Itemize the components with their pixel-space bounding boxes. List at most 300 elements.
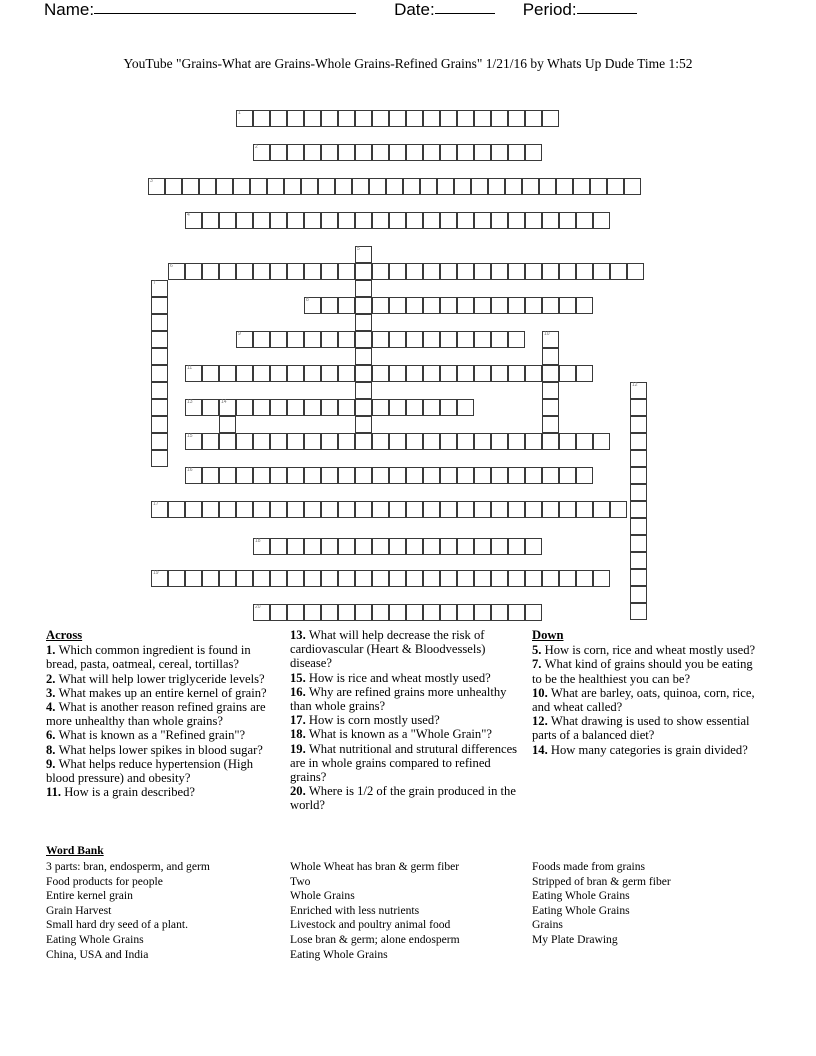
crossword-cell[interactable] <box>491 365 508 382</box>
crossword-cell[interactable] <box>321 144 338 161</box>
crossword-cell[interactable] <box>525 263 542 280</box>
crossword-cell[interactable] <box>355 348 372 365</box>
crossword-cell[interactable] <box>369 178 386 195</box>
crossword-cell[interactable] <box>440 501 457 518</box>
crossword-cell[interactable] <box>253 433 270 450</box>
crossword-cell[interactable] <box>270 144 287 161</box>
crossword-cell[interactable] <box>440 263 457 280</box>
crossword-cell[interactable] <box>491 604 508 621</box>
crossword-cell[interactable] <box>474 110 491 127</box>
crossword-cell[interactable] <box>440 604 457 621</box>
crossword-cell[interactable] <box>474 144 491 161</box>
crossword-cell[interactable] <box>185 212 202 229</box>
crossword-cell[interactable] <box>440 212 457 229</box>
crossword-cell[interactable] <box>168 263 185 280</box>
crossword-cell[interactable] <box>321 433 338 450</box>
crossword-cell[interactable] <box>474 604 491 621</box>
crossword-cell[interactable] <box>491 538 508 555</box>
crossword-cell[interactable] <box>287 538 304 555</box>
crossword-cell[interactable] <box>355 604 372 621</box>
crossword-cell[interactable] <box>253 570 270 587</box>
crossword-cell[interactable] <box>406 110 423 127</box>
crossword-cell[interactable] <box>389 570 406 587</box>
crossword-cell[interactable] <box>630 552 647 569</box>
crossword-cell[interactable] <box>593 570 610 587</box>
crossword-cell[interactable] <box>372 297 389 314</box>
crossword-cell[interactable] <box>437 178 454 195</box>
crossword-cell[interactable] <box>219 212 236 229</box>
crossword-cell[interactable] <box>389 433 406 450</box>
crossword-cell[interactable] <box>151 570 168 587</box>
crossword-cell[interactable] <box>202 399 219 416</box>
crossword-cell[interactable] <box>423 297 440 314</box>
crossword-cell[interactable] <box>267 178 284 195</box>
crossword-cell[interactable] <box>542 297 559 314</box>
crossword-cell[interactable] <box>457 570 474 587</box>
crossword-cell[interactable] <box>151 297 168 314</box>
crossword-cell[interactable] <box>304 263 321 280</box>
crossword-cell[interactable] <box>270 110 287 127</box>
crossword-cell[interactable] <box>182 178 199 195</box>
crossword-cell[interactable] <box>372 604 389 621</box>
crossword-cell[interactable] <box>525 467 542 484</box>
crossword-cell[interactable] <box>151 314 168 331</box>
crossword-cell[interactable] <box>151 382 168 399</box>
crossword-cell[interactable] <box>406 570 423 587</box>
crossword-cell[interactable] <box>321 212 338 229</box>
crossword-cell[interactable] <box>304 144 321 161</box>
crossword-cell[interactable] <box>389 467 406 484</box>
crossword-cell[interactable] <box>355 246 372 263</box>
crossword-cell[interactable] <box>389 399 406 416</box>
crossword-cell[interactable] <box>304 433 321 450</box>
crossword-cell[interactable] <box>386 178 403 195</box>
crossword-cell[interactable] <box>253 365 270 382</box>
crossword-cell[interactable] <box>151 331 168 348</box>
crossword-cell[interactable] <box>542 365 559 382</box>
crossword-cell[interactable] <box>457 263 474 280</box>
crossword-cell[interactable] <box>253 212 270 229</box>
crossword-cell[interactable] <box>355 501 372 518</box>
crossword-cell[interactable] <box>338 110 355 127</box>
crossword-cell[interactable] <box>488 178 505 195</box>
crossword-cell[interactable] <box>253 501 270 518</box>
crossword-cell[interactable] <box>508 144 525 161</box>
crossword-cell[interactable] <box>389 144 406 161</box>
crossword-cell[interactable] <box>491 110 508 127</box>
crossword-cell[interactable] <box>219 433 236 450</box>
crossword-cell[interactable] <box>593 501 610 518</box>
crossword-cell[interactable] <box>474 365 491 382</box>
crossword-cell[interactable] <box>508 501 525 518</box>
crossword-cell[interactable] <box>542 399 559 416</box>
crossword-cell[interactable] <box>542 110 559 127</box>
crossword-cell[interactable] <box>253 399 270 416</box>
crossword-cell[interactable] <box>165 178 182 195</box>
crossword-cell[interactable] <box>457 501 474 518</box>
crossword-cell[interactable] <box>406 538 423 555</box>
crossword-cell[interactable] <box>542 570 559 587</box>
crossword-cell[interactable] <box>270 433 287 450</box>
crossword-cell[interactable] <box>202 212 219 229</box>
crossword-cell[interactable] <box>338 399 355 416</box>
crossword-cell[interactable] <box>372 144 389 161</box>
crossword-cell[interactable] <box>440 467 457 484</box>
crossword-cell[interactable] <box>457 297 474 314</box>
crossword-cell[interactable] <box>423 331 440 348</box>
crossword-cell[interactable] <box>559 501 576 518</box>
crossword-cell[interactable] <box>508 433 525 450</box>
crossword-cell[interactable] <box>508 604 525 621</box>
crossword-cell[interactable] <box>525 501 542 518</box>
crossword-cell[interactable] <box>287 144 304 161</box>
crossword-cell[interactable] <box>304 501 321 518</box>
crossword-cell[interactable] <box>525 538 542 555</box>
crossword-cell[interactable] <box>355 538 372 555</box>
crossword-cell[interactable] <box>151 365 168 382</box>
crossword-cell[interactable] <box>321 365 338 382</box>
crossword-cell[interactable] <box>457 433 474 450</box>
crossword-cell[interactable] <box>508 263 525 280</box>
crossword-cell[interactable] <box>321 538 338 555</box>
crossword-cell[interactable] <box>491 501 508 518</box>
crossword-cell[interactable] <box>590 178 607 195</box>
crossword-cell[interactable] <box>321 570 338 587</box>
crossword-cell[interactable] <box>355 144 372 161</box>
crossword-cell[interactable] <box>151 280 168 297</box>
crossword-cell[interactable] <box>525 433 542 450</box>
crossword-cell[interactable] <box>420 178 437 195</box>
crossword-cell[interactable] <box>423 144 440 161</box>
crossword-cell[interactable] <box>508 110 525 127</box>
crossword-cell[interactable] <box>352 178 369 195</box>
crossword-cell[interactable] <box>287 212 304 229</box>
crossword-cell[interactable] <box>355 570 372 587</box>
crossword-cell[interactable] <box>423 433 440 450</box>
crossword-cell[interactable] <box>542 501 559 518</box>
crossword-cell[interactable] <box>457 110 474 127</box>
crossword-cell[interactable] <box>440 538 457 555</box>
crossword-cell[interactable] <box>630 484 647 501</box>
crossword-cell[interactable] <box>525 604 542 621</box>
crossword-cell[interactable] <box>355 433 372 450</box>
crossword-cell[interactable] <box>491 467 508 484</box>
crossword-cell[interactable] <box>168 501 185 518</box>
crossword-cell[interactable] <box>250 178 267 195</box>
crossword-cell[interactable] <box>559 433 576 450</box>
crossword-cell[interactable] <box>610 501 627 518</box>
crossword-cell[interactable] <box>185 467 202 484</box>
crossword-cell[interactable] <box>406 604 423 621</box>
crossword-cell[interactable] <box>355 314 372 331</box>
crossword-cell[interactable] <box>355 297 372 314</box>
crossword-cell[interactable] <box>270 331 287 348</box>
crossword-cell[interactable] <box>253 331 270 348</box>
crossword-cell[interactable] <box>539 178 556 195</box>
crossword-cell[interactable] <box>542 416 559 433</box>
crossword-cell[interactable] <box>270 263 287 280</box>
crossword-cell[interactable] <box>630 382 647 399</box>
crossword-cell[interactable] <box>423 110 440 127</box>
crossword-cell[interactable] <box>287 604 304 621</box>
crossword-cell[interactable] <box>287 399 304 416</box>
crossword-cell[interactable] <box>148 178 165 195</box>
crossword-cell[interactable] <box>389 110 406 127</box>
crossword-cell[interactable] <box>236 331 253 348</box>
crossword-cell[interactable] <box>389 538 406 555</box>
crossword-cell[interactable] <box>338 604 355 621</box>
crossword-cell[interactable] <box>542 433 559 450</box>
crossword-cell[interactable] <box>491 297 508 314</box>
crossword-cell[interactable] <box>202 365 219 382</box>
crossword-cell[interactable] <box>525 212 542 229</box>
crossword-cell[interactable] <box>253 144 270 161</box>
crossword-cell[interactable] <box>216 178 233 195</box>
crossword-cell[interactable] <box>630 586 647 603</box>
crossword-cell[interactable] <box>525 297 542 314</box>
crossword-cell[interactable] <box>423 538 440 555</box>
crossword-cell[interactable] <box>355 212 372 229</box>
crossword-cell[interactable] <box>253 110 270 127</box>
crossword-cell[interactable] <box>508 331 525 348</box>
crossword-cell[interactable] <box>423 212 440 229</box>
crossword-cell[interactable] <box>287 365 304 382</box>
crossword-cell[interactable] <box>236 110 253 127</box>
crossword-cell[interactable] <box>630 450 647 467</box>
crossword-cell[interactable] <box>372 501 389 518</box>
crossword-cell[interactable] <box>542 348 559 365</box>
crossword-cell[interactable] <box>471 178 488 195</box>
date-blank-line[interactable] <box>435 0 495 14</box>
crossword-cell[interactable] <box>610 263 627 280</box>
crossword-cell[interactable] <box>406 365 423 382</box>
crossword-cell[interactable] <box>630 399 647 416</box>
crossword-cell[interactable] <box>270 212 287 229</box>
crossword-cell[interactable] <box>270 570 287 587</box>
crossword-cell[interactable] <box>236 467 253 484</box>
crossword-cell[interactable] <box>474 263 491 280</box>
crossword-cell[interactable] <box>624 178 641 195</box>
crossword-cell[interactable] <box>389 212 406 229</box>
crossword-cell[interactable] <box>372 263 389 280</box>
crossword-cell[interactable] <box>253 538 270 555</box>
crossword-cell[interactable] <box>406 467 423 484</box>
crossword-cell[interactable] <box>321 604 338 621</box>
crossword-cell[interactable] <box>338 263 355 280</box>
crossword-cell[interactable] <box>576 212 593 229</box>
crossword-cell[interactable] <box>270 467 287 484</box>
crossword-cell[interactable] <box>559 570 576 587</box>
crossword-cell[interactable] <box>474 501 491 518</box>
crossword-cell[interactable] <box>355 110 372 127</box>
crossword-cell[interactable] <box>454 178 471 195</box>
crossword-cell[interactable] <box>491 433 508 450</box>
crossword-cell[interactable] <box>151 348 168 365</box>
crossword-cell[interactable] <box>287 570 304 587</box>
crossword-cell[interactable] <box>372 538 389 555</box>
crossword-cell[interactable] <box>542 382 559 399</box>
crossword-cell[interactable] <box>491 212 508 229</box>
crossword-cell[interactable] <box>630 501 647 518</box>
crossword-cell[interactable] <box>630 603 647 620</box>
crossword-cell[interactable] <box>151 450 168 467</box>
crossword-cell[interactable] <box>219 467 236 484</box>
crossword-cell[interactable] <box>219 416 236 433</box>
crossword-cell[interactable] <box>630 433 647 450</box>
crossword-cell[interactable] <box>318 178 335 195</box>
crossword-cell[interactable] <box>321 331 338 348</box>
crossword-cell[interactable] <box>491 144 508 161</box>
crossword-cell[interactable] <box>440 399 457 416</box>
crossword-cell[interactable] <box>573 178 590 195</box>
crossword-cell[interactable] <box>630 535 647 552</box>
crossword-cell[interactable] <box>199 178 216 195</box>
crossword-cell[interactable] <box>355 331 372 348</box>
crossword-cell[interactable] <box>627 263 644 280</box>
crossword-cell[interactable] <box>151 416 168 433</box>
crossword-cell[interactable] <box>287 433 304 450</box>
crossword-cell[interactable] <box>168 570 185 587</box>
crossword-cell[interactable] <box>576 501 593 518</box>
crossword-cell[interactable] <box>491 331 508 348</box>
crossword-cell[interactable] <box>389 604 406 621</box>
crossword-cell[interactable] <box>406 297 423 314</box>
crossword-cell[interactable] <box>372 365 389 382</box>
crossword-cell[interactable] <box>236 212 253 229</box>
crossword-cell[interactable] <box>202 570 219 587</box>
crossword-cell[interactable] <box>508 538 525 555</box>
crossword-cell[interactable] <box>287 263 304 280</box>
crossword-cell[interactable] <box>253 604 270 621</box>
crossword-cell[interactable] <box>423 263 440 280</box>
crossword-cell[interactable] <box>508 467 525 484</box>
crossword-cell[interactable] <box>576 570 593 587</box>
crossword-cell[interactable] <box>440 433 457 450</box>
crossword-cell[interactable] <box>593 433 610 450</box>
crossword-cell[interactable] <box>474 538 491 555</box>
crossword-cell[interactable] <box>202 467 219 484</box>
crossword-cell[interactable] <box>355 382 372 399</box>
crossword-cell[interactable] <box>219 570 236 587</box>
crossword-cell[interactable] <box>559 212 576 229</box>
crossword-cell[interactable] <box>406 433 423 450</box>
crossword-cell[interactable] <box>236 263 253 280</box>
crossword-cell[interactable] <box>406 212 423 229</box>
crossword-cell[interactable] <box>457 399 474 416</box>
crossword-cell[interactable] <box>474 570 491 587</box>
crossword-cell[interactable] <box>270 399 287 416</box>
crossword-cell[interactable] <box>236 501 253 518</box>
crossword-cell[interactable] <box>630 467 647 484</box>
crossword-cell[interactable] <box>630 518 647 535</box>
crossword-cell[interactable] <box>372 399 389 416</box>
crossword-cell[interactable] <box>457 604 474 621</box>
crossword-cell[interactable] <box>372 570 389 587</box>
crossword-cell[interactable] <box>185 263 202 280</box>
crossword-cell[interactable] <box>542 212 559 229</box>
crossword-cell[interactable] <box>576 433 593 450</box>
crossword-cell[interactable] <box>389 365 406 382</box>
crossword-cell[interactable] <box>559 365 576 382</box>
crossword-cell[interactable] <box>491 570 508 587</box>
crossword-cell[interactable] <box>185 365 202 382</box>
crossword-cell[interactable] <box>338 570 355 587</box>
crossword-cell[interactable] <box>253 263 270 280</box>
crossword-cell[interactable] <box>236 570 253 587</box>
crossword-cell[interactable] <box>202 433 219 450</box>
crossword-cell[interactable] <box>338 538 355 555</box>
crossword-cell[interactable] <box>338 212 355 229</box>
crossword-cell[interactable] <box>304 399 321 416</box>
crossword-cell[interactable] <box>219 365 236 382</box>
crossword-cell[interactable] <box>457 467 474 484</box>
crossword-cell[interactable] <box>338 365 355 382</box>
crossword-cell[interactable] <box>630 416 647 433</box>
crossword-cell[interactable] <box>270 365 287 382</box>
crossword-cell[interactable] <box>304 604 321 621</box>
crossword-cell[interactable] <box>491 263 508 280</box>
crossword-cell[interactable] <box>338 144 355 161</box>
crossword-cell[interactable] <box>236 433 253 450</box>
crossword-cell[interactable] <box>304 212 321 229</box>
crossword-cell[interactable] <box>287 110 304 127</box>
crossword-cell[interactable] <box>151 399 168 416</box>
crossword-cell[interactable] <box>372 467 389 484</box>
crossword-cell[interactable] <box>304 538 321 555</box>
crossword-cell[interactable] <box>423 399 440 416</box>
crossword-cell[interactable] <box>525 110 542 127</box>
crossword-cell[interactable] <box>372 212 389 229</box>
crossword-cell[interactable] <box>593 212 610 229</box>
crossword-cell[interactable] <box>233 178 250 195</box>
crossword-cell[interactable] <box>287 331 304 348</box>
crossword-cell[interactable] <box>338 331 355 348</box>
crossword-cell[interactable] <box>457 212 474 229</box>
crossword-cell[interactable] <box>440 365 457 382</box>
crossword-cell[interactable] <box>474 297 491 314</box>
crossword-cell[interactable] <box>406 501 423 518</box>
crossword-cell[interactable] <box>287 467 304 484</box>
crossword-cell[interactable] <box>236 399 253 416</box>
crossword-cell[interactable] <box>505 178 522 195</box>
crossword-cell[interactable] <box>151 433 168 450</box>
crossword-cell[interactable] <box>440 331 457 348</box>
crossword-cell[interactable] <box>556 178 573 195</box>
crossword-cell[interactable] <box>304 331 321 348</box>
crossword-cell[interactable] <box>304 570 321 587</box>
crossword-cell[interactable] <box>321 297 338 314</box>
crossword-cell[interactable] <box>440 110 457 127</box>
crossword-cell[interactable] <box>559 467 576 484</box>
crossword-cell[interactable] <box>542 263 559 280</box>
period-blank-line[interactable] <box>577 0 637 14</box>
crossword-cell[interactable] <box>474 467 491 484</box>
crossword-cell[interactable] <box>301 178 318 195</box>
crossword-cell[interactable] <box>576 263 593 280</box>
crossword-cell[interactable] <box>389 331 406 348</box>
crossword-cell[interactable] <box>372 110 389 127</box>
crossword-cell[interactable] <box>372 433 389 450</box>
crossword-cell[interactable] <box>389 297 406 314</box>
crossword-cell[interactable] <box>542 331 559 348</box>
crossword-cell[interactable] <box>440 144 457 161</box>
crossword-cell[interactable] <box>185 399 202 416</box>
crossword-cell[interactable] <box>321 110 338 127</box>
crossword-cell[interactable] <box>389 501 406 518</box>
crossword-cell[interactable] <box>355 365 372 382</box>
crossword-cell[interactable] <box>338 297 355 314</box>
crossword-cell[interactable] <box>355 467 372 484</box>
